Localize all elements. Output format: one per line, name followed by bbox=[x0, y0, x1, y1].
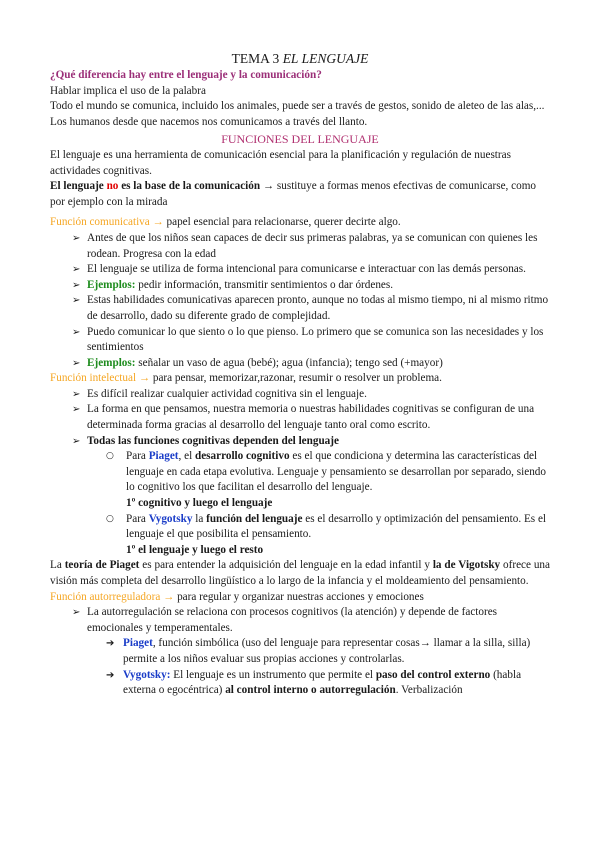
sub-list-item-piaget: ➔ Piaget, función simbólica (uso del lenguaje para representar cosas→ llamar a la silla, silla) permite a los niños evaluar sus propias acciones y controlarlas. bbox=[106, 637, 531, 665]
language-definition: El lenguaje es una herramienta de comunicación esencial para la planificación y regulación de nuestras actividades cognitivas. bbox=[50, 148, 511, 177]
language-base: El lenguaje no es la base de la comunicación → sustituye a formas menos efectivas de comunicarse, como por ejemplo con la mirada bbox=[50, 180, 536, 208]
arrow-bullet-icon: ➢ bbox=[72, 232, 81, 244]
arrow-bullet-icon: ➢ bbox=[72, 607, 81, 619]
list-item: ➢ Es difícil realizar cualquier actividad cognitiva sin el lenguaje. bbox=[50, 387, 550, 403]
funcion-autorreguladora: Función autorreguladora → para regular y organizar nuestras acciones y emociones bbox=[50, 590, 424, 603]
arrow-bullet-icon: ➢ bbox=[72, 264, 81, 276]
arrow-bullet-icon: ➢ bbox=[72, 295, 81, 307]
circle-bullet-icon: ○ bbox=[106, 451, 114, 462]
list-item: ➢ Estas habilidades comunicativas aparecen pronto, aunque no todas al mismo tiempo, ni al mismo ritmo de desarrollo, dado su diferente grado de complejidad. bbox=[72, 294, 549, 322]
title-prefix: TEMA 3 bbox=[231, 51, 283, 66]
right-arrow-bullet-icon: ➔ bbox=[106, 669, 115, 681]
arrow-bullet-icon: ➢ bbox=[72, 435, 81, 447]
intro-line-2: Todo el mundo se comunica, incluido los animales, puede ser a través de gestos, sonido de aleteo de las alas,... bbox=[50, 100, 545, 113]
arrow-bullet-icon: ➢ bbox=[72, 279, 81, 291]
sub-list-item-piaget: ○ Para Piaget, el desarrollo cognitivo es el que condiciona y determina las características del lenguaje en cada etapa evolutiva. Lenguaje y pensamiento se desarrollan por separado, siendo lo cognitivo los que facilitan el desarrollo del lenguaje. bbox=[106, 450, 546, 494]
arrow-bullet-icon: ➢ bbox=[72, 357, 81, 369]
sub-list-item-vygotsky: ○ Para Vygotsky la función del lenguaje es el desarrollo y optimización del pensamiento. Es el lenguaje el que posibilita el pensamiento. bbox=[106, 512, 547, 541]
right-arrow-bullet-icon: ➔ bbox=[106, 638, 115, 650]
list-item: ➢ La autorregulación se relaciona con procesos cognitivos (la atención) y depende de factores emocionales y temperamentales. bbox=[72, 606, 498, 634]
list-item: ➢ El lenguaje se utiliza de forma intencional para comunicarse e interactuar con las demás personas. bbox=[50, 262, 550, 278]
list-item: ➢ Antes de que los niños sean capaces de decir sus primeras palabras, ya se comunican con quienes les rodean. Progresa con la edad bbox=[72, 231, 538, 260]
list-item: ➢ Ejemplos: señalar un vaso de agua (bebé); agua (infancia); tengo sed (+mayor) bbox=[50, 356, 550, 372]
arrow-bullet-icon: ➢ bbox=[72, 388, 81, 400]
teoria-paragraph: La teoría de Piaget es para entender la adquisición del lenguaje en la edad infantil y la de Vigotsky ofrece una visión más completa del desarrollo lingüístico a lo largo de la infancia y el moldeamiento del pensamiento. bbox=[50, 559, 550, 587]
sub-list-item-vygotsky: ➔ Vygotsky: El lenguaje es un instrumento que permite el paso del control externo (habla externa o egocéntrica) al control interno o autorregulación. Verbalización bbox=[106, 668, 522, 697]
circle-bullet-icon: ○ bbox=[106, 513, 114, 524]
vygotsky-conclusion: 1º el lenguaje y luego el resto bbox=[126, 543, 264, 556]
list-item: ➢ Puedo comunicar lo que siento o lo que pienso. Lo primero que se comunica son las necesidades y los sentimientos bbox=[72, 325, 544, 354]
piaget-conclusion: 1º cognitivo y luego el lenguaje bbox=[126, 497, 273, 510]
arrow-bullet-icon: ➢ bbox=[72, 326, 81, 338]
arrow-bullet-icon: ➢ bbox=[72, 404, 81, 416]
list-item: ➢ Todas las funciones cognitivas dependen del lenguaje bbox=[50, 434, 550, 450]
page-title bbox=[50, 50, 550, 68]
intro-line-3: Los humanos desde que nacemos nos comunicamos a través del llanto. bbox=[50, 115, 368, 128]
list-item: ➢ La forma en que pensamos, nuestra memoria o nuestras habilidades cognitivas se configuran de una determinada forma gracias al desarrollo del lenguaje tanto oral como escrito. bbox=[72, 403, 535, 432]
section-title: FUNCIONES DEL LENGUAJE bbox=[221, 132, 379, 147]
funcion-intelectual: Función intelectual → para pensar, memorizar,razonar, resumir o resolver un problema. bbox=[50, 372, 442, 385]
funcion-comunicativa: Función comunicativa → papel esencial para relacionarse, querer decirte algo. bbox=[50, 216, 401, 229]
title-italic: EL LENGUAJE bbox=[282, 51, 369, 66]
list-item: ➢ Ejemplos: pedir información, transmitir sentimientos o dar órdenes. bbox=[50, 278, 550, 294]
intro-line-1: Hablar implica el uso de la palabra bbox=[50, 84, 206, 97]
question-heading: ¿Qué diferencia hay entre el lenguaje y la comunicación? bbox=[50, 69, 322, 81]
